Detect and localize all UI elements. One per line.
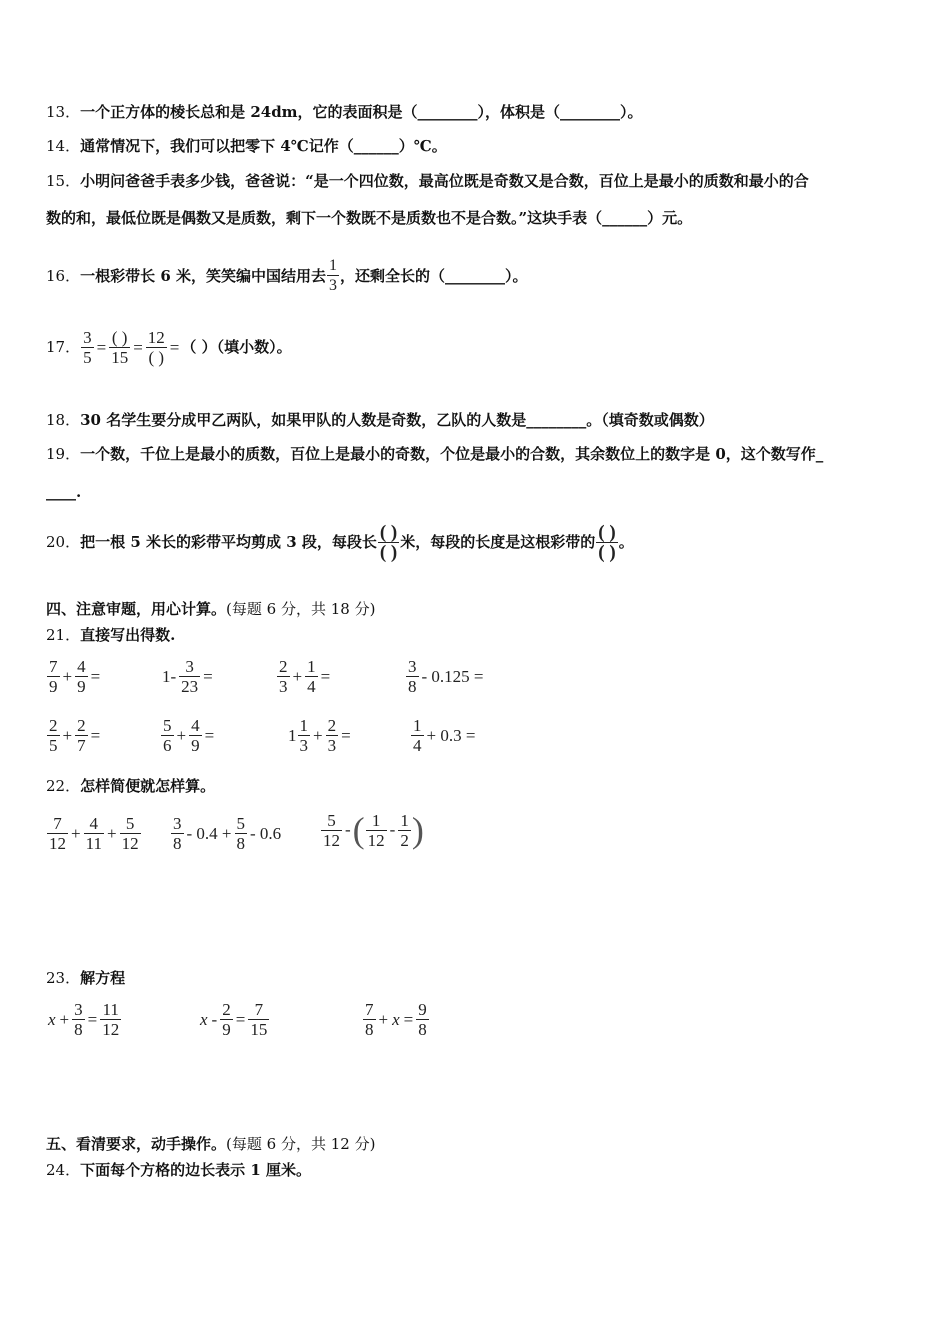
denominator: 12 — [49, 834, 66, 853]
numerator: 1 — [400, 810, 409, 830]
operator: + — [292, 666, 303, 686]
variable: x — [48, 1009, 56, 1029]
operator: + — [106, 823, 117, 843]
denominator: 11 — [85, 834, 102, 853]
denominator: 8 — [74, 1020, 83, 1039]
calc-21b — [160, 657, 215, 696]
denominator: 9 — [191, 736, 200, 755]
fraction-blank-1 — [377, 520, 400, 564]
question-text: 30 名学生要分成甲乙两队，如果甲队的人数是奇数，乙队的人数是________。（填奇数或偶数） — [80, 411, 714, 429]
calc-21d — [405, 657, 486, 696]
operator: + — [62, 725, 73, 745]
numerator: 2 — [77, 716, 86, 735]
denominator: 6 — [163, 736, 172, 755]
denominator: 4 — [413, 736, 422, 755]
equation-23c — [362, 1000, 430, 1039]
section-title: 五、看清要求，动手操作。 — [46, 1135, 227, 1153]
section-title: 四、注意审题，用心计算。 — [46, 600, 227, 618]
question-number: 24． — [46, 1161, 81, 1179]
operator: - — [389, 820, 396, 839]
left-paren-icon: ( — [352, 810, 365, 850]
denominator: 12 — [121, 834, 139, 853]
equals-sign: = — [203, 666, 213, 686]
numerator: 3 — [179, 657, 200, 677]
question-24 — [46, 1160, 311, 1180]
denominator: 3 — [279, 677, 288, 696]
calc-22a — [46, 814, 142, 853]
numerator: 1 — [413, 716, 422, 735]
numerator: 4 — [84, 814, 104, 834]
numerator-blank: ( ) — [598, 522, 616, 544]
calc-22c — [320, 810, 424, 850]
question-text-end: ，还剩全长的（________）。 — [339, 267, 528, 286]
denominator: 12 — [323, 830, 340, 850]
right-paren-icon: ) — [411, 810, 424, 850]
numerator: 7 — [248, 1000, 269, 1020]
denominator: 12 — [367, 830, 385, 850]
denominator: 8 — [365, 1020, 374, 1039]
question-number: 21． — [46, 626, 81, 644]
denominator: 2 — [400, 830, 409, 850]
question-text-line1: 一个数，千位上是最小的质数，百位上是最小的奇数，个位是最小的合数，其余数位上的数字是 0，这个数写作_ — [80, 445, 824, 463]
equals-sign: = — [403, 1009, 414, 1029]
question-number: 18． — [46, 411, 81, 429]
equals-sign: = — [235, 1009, 246, 1029]
leading-term: 1- — [162, 666, 177, 686]
section-points: (每题 6 分，共 18 分) — [226, 600, 376, 618]
denominator: 8 — [236, 834, 245, 853]
question-19 — [46, 444, 823, 464]
numerator: 7 — [47, 814, 68, 834]
numerator: 3 — [83, 328, 92, 348]
calc-21e — [46, 716, 102, 755]
denominator: 3 — [328, 277, 337, 294]
question-14 — [46, 136, 447, 156]
question-text-line2: 数的和，最低位既是偶数又是质数，剩下一个数既不是质数也不是合数。”这块手表（______）元。 — [46, 209, 693, 227]
numerator: 2 — [222, 1000, 231, 1019]
denominator: 7 — [77, 736, 86, 755]
operator: + — [71, 823, 81, 843]
denominator: 23 — [181, 677, 199, 696]
question-text: 一根彩带长 6 米，笑笑编中国结用去 — [80, 267, 326, 286]
question-text: 解方程 — [80, 969, 126, 987]
question-text-line1: 小明问爸爸手表多少钱，爸爸说：“是一个四位数，最高位既是奇数又是合数，百位上是最小的质数和最小的合 — [80, 172, 809, 190]
fraction-blank-2 — [595, 520, 618, 564]
numerator: 3 — [74, 1000, 83, 1019]
question-number: 15． — [46, 172, 81, 190]
numerator: 9 — [418, 1000, 427, 1019]
numerator: 11 — [100, 1000, 121, 1020]
equals-sign: = — [87, 1009, 98, 1029]
fraction-chain — [80, 326, 181, 367]
expression-rest: + 0.3 = — [426, 725, 476, 745]
question-text-end: 。 — [618, 533, 634, 551]
expression-mid: - 0.4 + — [186, 823, 232, 843]
denominator: 5 — [83, 348, 92, 368]
calc-21a — [46, 657, 102, 696]
question-number: 14． — [46, 137, 81, 155]
question-21 — [46, 625, 175, 645]
question-15 — [46, 171, 809, 191]
question-text-mid: 米，每段的长度是这根彩带的 — [400, 533, 596, 551]
question-23 — [46, 968, 125, 988]
numerator: 1 — [299, 716, 308, 735]
question-text: 怎样简便就怎样算。 — [80, 777, 216, 795]
calc-21f — [160, 716, 216, 755]
question-number: 20． — [46, 533, 81, 551]
numerator: 3 — [173, 814, 182, 833]
numerator: 4 — [191, 716, 200, 735]
numerator: 3 — [408, 657, 417, 676]
question-20 — [46, 519, 634, 564]
denominator: 9 — [77, 677, 86, 696]
operator: - — [345, 820, 351, 839]
operator: + — [313, 725, 323, 745]
denominator: 8 — [173, 834, 182, 853]
numerator: 2 — [327, 716, 337, 735]
numerator: 7 — [365, 1000, 374, 1019]
fraction-one-third — [326, 256, 340, 295]
question-text: 通常情况下，我们可以把零下 4℃记作（______）℃。 — [80, 137, 447, 155]
equals-sign: = — [320, 666, 331, 686]
denominator: 5 — [49, 736, 58, 755]
question-text-line2: ____. — [46, 483, 82, 501]
question-16 — [46, 258, 528, 297]
equals-sign: = — [96, 337, 107, 357]
numerator: 5 — [120, 814, 141, 834]
calc-22b — [170, 814, 283, 853]
numerator-blank: ( ) — [109, 328, 130, 348]
question-18 — [46, 410, 714, 430]
denominator: 3 — [299, 736, 308, 755]
calc-21h — [410, 716, 477, 755]
numerator: 5 — [163, 716, 172, 735]
numerator: 5 — [236, 814, 245, 833]
numerator: 2 — [279, 657, 288, 676]
denominator-blank: ( ) — [379, 542, 398, 564]
question-22 — [46, 776, 215, 796]
operator: + — [59, 1009, 70, 1029]
calc-21g — [288, 716, 353, 755]
equals-sign: = — [169, 337, 180, 357]
question-text: 直接写出得数. — [80, 626, 176, 644]
section-5-heading — [46, 1134, 375, 1154]
denominator: 15 — [250, 1020, 268, 1039]
section-points: (每题 6 分，共 12 分) — [226, 1135, 376, 1153]
numerator: 1 — [328, 257, 337, 274]
question-19-cont — [46, 482, 81, 502]
equation-23b — [198, 1000, 270, 1039]
question-text: 把一根 5 米长的彩带平均剪成 3 段，每段长 — [80, 533, 377, 551]
expression-rest: - 0.125 = — [421, 666, 484, 686]
question-number: 19． — [46, 445, 81, 463]
variable: x — [200, 1009, 208, 1029]
equals-sign: = — [341, 725, 351, 745]
denominator-blank: ( ) — [598, 542, 616, 564]
operator: - — [211, 1009, 218, 1029]
calc-21c — [276, 657, 332, 696]
equals-sign: = — [204, 725, 215, 745]
question-text: 下面每个方格的边长表示 1 厘米。 — [80, 1161, 311, 1179]
denominator: 4 — [307, 677, 316, 696]
expression-tail: - 0.6 — [250, 823, 282, 843]
numerator-blank: ( ) — [379, 522, 398, 544]
section-4-heading — [46, 599, 375, 619]
question-text: 一个正方体的棱长总和是 24dm，它的表面积是（________），体积是（________）。 — [80, 103, 643, 121]
numerator: 12 — [147, 328, 165, 348]
denominator: 8 — [418, 1020, 427, 1039]
question-text-end: （ ）（填小数）。 — [181, 338, 292, 356]
operator: + — [176, 725, 187, 745]
question-13 — [46, 102, 643, 122]
operator: + — [62, 666, 73, 686]
denominator: 9 — [222, 1020, 231, 1039]
denominator: 8 — [408, 677, 417, 696]
question-15-cont — [46, 208, 692, 228]
question-number: 17． — [46, 338, 81, 356]
question-number: 23． — [46, 969, 81, 987]
numerator: 2 — [49, 716, 58, 735]
operator: + — [378, 1009, 389, 1029]
denominator: 12 — [102, 1020, 120, 1039]
question-number: 22． — [46, 777, 81, 795]
equals-sign: = — [90, 725, 101, 745]
equation-23a — [46, 1000, 122, 1039]
question-number: 13． — [46, 103, 81, 121]
numerator: 1 — [366, 811, 387, 831]
question-17 — [46, 326, 292, 368]
variable: x — [392, 1009, 400, 1029]
question-number: 16． — [46, 267, 81, 286]
denominator: 9 — [49, 677, 58, 696]
numerator: 7 — [49, 657, 58, 676]
denominator: 15 — [111, 348, 129, 368]
whole-number: 1 — [288, 725, 297, 745]
equals-sign: = — [90, 666, 101, 686]
numerator: 4 — [77, 657, 86, 676]
denominator: 3 — [327, 736, 337, 755]
denominator-blank: ( ) — [148, 348, 165, 368]
equals-sign: = — [133, 337, 143, 357]
numerator: 1 — [307, 657, 316, 676]
numerator: 5 — [321, 811, 342, 831]
